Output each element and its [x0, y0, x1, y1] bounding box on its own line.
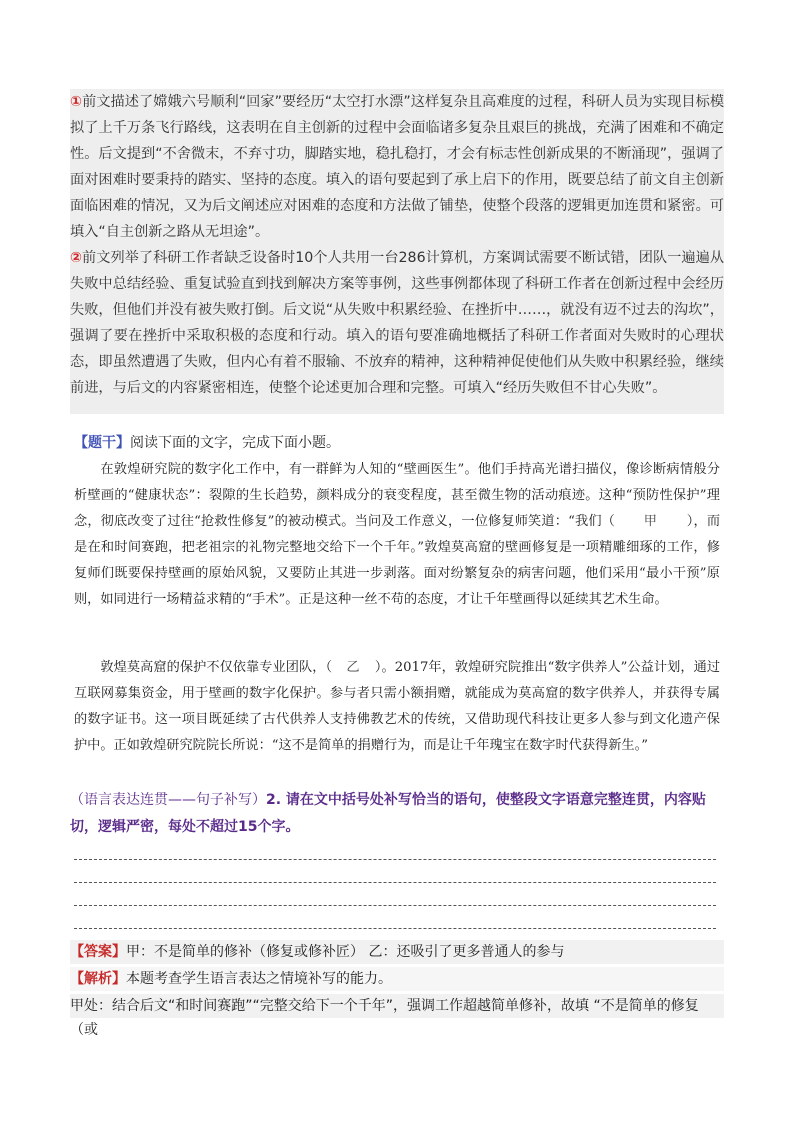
answer-line-2[interactable] [74, 882, 716, 883]
stem-tag: 【题干】 [74, 435, 130, 451]
explanation-text: 本题考查学生语言表达之情境补写的能力。 [126, 971, 392, 987]
answer-row [70, 940, 724, 964]
answer-line-3[interactable] [74, 905, 716, 906]
circled-number-2: ② [70, 250, 83, 266]
analysis-paragraph-1: ①前文描述了嫦娥六号顺利“回家”要经历“太空打水漂”这样复杂且高难度的过程，科研人员为实现目标模拟了上千万条飞行路线，这表明在自主创新的过程中会面临诸多复杂且艰巨的挑战，充满了困难和不确定性。后文提到“不舍微末，不弃寸功，脚踏实地，稳扎稳打，才会有标志性创新成果的不断涌现”，强调了面对困难时要秉持的踏实、坚持的态度。填入的语句要起到了承上启下的作用，既要总结了前文自主创新面临困难的情况，又为后文阐述应对困难的态度和方法做了铺垫，使整个段落的逻辑更加连贯和紧密。可填入“自主创新之路从无坦途”。 [70, 94, 725, 240]
reading-passage-2 [74, 655, 720, 759]
blank-jia: 甲 [643, 514, 659, 529]
question-text: 2. 请在文中括号处补写恰当的语句，使整段文字语意完整连贯，内容贴切，逻辑严密，每处不超过15个字。 [70, 792, 706, 835]
circled-number-1: ① [70, 94, 83, 110]
question-prompt [70, 787, 724, 841]
stem-text: 阅读下面的文字，完成下面小题。 [130, 435, 340, 451]
reading-passage-1 [74, 457, 720, 613]
answer-text: 甲：不是简单的修补（修复或修补匠） 乙：还吸引了更多普通人的参与 [126, 944, 565, 960]
analysis-box [70, 89, 724, 414]
passage-paragraph-1: 在敦煌研究院的数字化工作中，有一群鲜为人知的“壁画医生”。他们手持高光谱扫描仪，像诊断病情般分析壁画的“健康状态”：裂隙的生长趋势，颜料成分的衰变程度，甚至微生物的活动痕迹。这种“预防性保护”理念，彻底改变了过往“抢救性修复”的被动模式。当问及工作意义，一位修复师笑道：“我们（ 甲 ），而是在和时间赛跑，把老祖宗的礼物完整地交给下一个千年。”敦煌莫高窟的壁画修复是一项精雕细琢的工作，修复师们既要保持壁画的原始风貌，又要防止其进一步剥落。面对纷繁复杂的病害问题，他们采用“最小干预”原则，如同进行一场精益求精的“手术”。正是这种一丝不苟的态度，才让千年壁画得以延续其艺术生命。 [74, 462, 721, 607]
answer-line-4[interactable] [74, 928, 716, 929]
answer-tag: 【答案】 [70, 944, 126, 960]
explanation-tag: 【解析】 [70, 971, 126, 987]
explanation-line-1: 甲处：结合后文“和时间赛跑”“完整交给下一个千年”，强调工作超越简单修补，故填 “不是简单的修复（或 [70, 994, 724, 1018]
question-stem [74, 432, 340, 454]
analysis-paragraph-2: ②前文列举了科研工作者缺乏设备时10个人共用一台286计算机，方案调试需要不断试错，团队一遍遍从失败中总结经验、重复试验直到找到解决方案等事例，这些事例都体现了科研工作者在创新过程中会经历失败，但他们并没有被失败打倒。后文说“从失败中积累经验、在挫折中……，就没有迈不过去的沟坎”，强调了要在挫折中采取积极的态度和行动。填入的语句要准确地概括了科研工作者面对失败时的心理状态，即虽然遭遇了失败，但内心有着不服输、不放弃的精神，这种精神促使他们从失败中积累经验，继续前进，与后文的内容紧密相连，使整个论述更加合理和完整。可填入“经历失败但不甘心失败”。 [70, 250, 725, 396]
passage-paragraph-2: 敦煌莫高窟的保护不仅依靠专业团队，（ 乙 ）。2017年，敦煌研究院推出“数字供养人”公益计划，通过互联网募集资金，用于壁画的数字化保护。参与者只需小额捐赠，就能成为莫高窟的数字供养人，并获得专属的数字证书。这一项目既延续了古代供养人支持佛教艺术的传统，又借助现代科技让更多人参与到文化遗产保护中。正如敦煌研究院院长所说：“这不是简单的捐赠行为，而是让千年瑰宝在数字时代获得新生。” [74, 660, 721, 753]
answer-line-1[interactable] [74, 859, 716, 860]
explanation-row [70, 967, 724, 991]
question-type: （语言表达连贯——句子补写） [70, 792, 266, 808]
blank-yi: 乙 [346, 660, 361, 675]
